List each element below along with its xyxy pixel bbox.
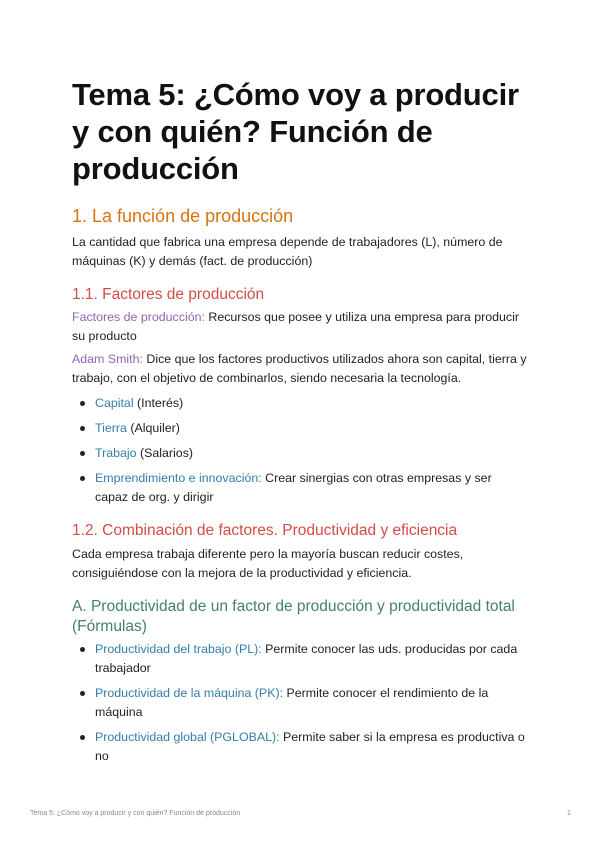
list-item-term: Tierra	[95, 421, 127, 435]
factores-definition	[72, 308, 528, 346]
adam-smith-paragraph	[72, 350, 528, 388]
list-item-text: Permite conocer las uds. producidas por cada trabajador	[95, 642, 518, 675]
bullet-icon	[80, 426, 85, 431]
section-1-2-text: Cada empresa trabaja diferente pero la mayoría buscan reducir costes, consiguiéndose con la mejora de la productividad y eficiencia.	[72, 547, 464, 580]
list-item-text: (Alquiler)	[126, 421, 180, 435]
page-title: Tema 5: ¿Cómo voy a producir y con quién? Función de producción	[72, 77, 519, 186]
adam-smith-text: Dice que los factores productivos utilizados ahora son capital, tierra y trabajo, con el objetivo de combinarlos, siendo necesaria la tecnología.	[72, 352, 527, 385]
list-item-text: Crear sinergias con otras empresas y ser capaz de org. y dirigir	[95, 471, 492, 504]
section-1-1-heading: 1.1. Factores de producción	[72, 286, 265, 303]
list-item-term: Productividad del trabajo (PL):	[95, 642, 262, 656]
list-item	[80, 469, 528, 507]
bullet-icon	[80, 647, 85, 652]
bullet-icon	[80, 476, 85, 481]
section-a-heading: A. Productividad de un factor de producción y productividad total (Fórmulas)	[72, 598, 515, 635]
footer-page-number: 1	[567, 810, 571, 817]
list-item	[80, 640, 528, 678]
section-1-heading: 1. La función de producción	[72, 206, 294, 226]
list-item	[80, 684, 528, 722]
bullet-icon	[80, 401, 85, 406]
list-item-term: Productividad global (PGLOBAL):	[95, 730, 280, 744]
bullet-icon	[80, 451, 85, 456]
bullet-icon	[80, 691, 85, 696]
list-item-term: Emprendimiento e innovación:	[95, 471, 262, 485]
section-1-2-heading: 1.2. Combinación de factores. Productividad y eficiencia	[72, 522, 458, 539]
list-item-text: (Interés)	[133, 396, 184, 410]
list-item	[80, 394, 528, 413]
section-1-intro: La cantidad que fabrica una empresa depende de trabajadores (L), número de máquinas (K) y demás (fact. de producción)	[72, 235, 503, 268]
list-item	[80, 728, 528, 766]
list-item	[80, 444, 528, 463]
list-item-term: Trabajo	[95, 446, 137, 460]
footer-title: Tema 5: ¿Cómo voy a producir y con quién? Función de producción	[30, 810, 241, 817]
list-item-text: (Salarios)	[136, 446, 194, 460]
factores-term: Factores de producción:	[72, 310, 205, 324]
adam-smith-term: Adam Smith:	[72, 352, 143, 366]
list-item-text: Permite conocer el rendimiento de la máquina	[95, 686, 489, 719]
list-item-term: Productividad de la máquina (PK):	[95, 686, 284, 700]
bullet-icon	[80, 735, 85, 740]
factores-text: Recursos que posee y utiliza una empresa para producir su producto	[72, 310, 520, 343]
list-item	[80, 419, 528, 438]
list-item-term: Capital	[95, 396, 134, 410]
list-item-text: Permite saber si la empresa es productiva o no	[95, 730, 525, 763]
